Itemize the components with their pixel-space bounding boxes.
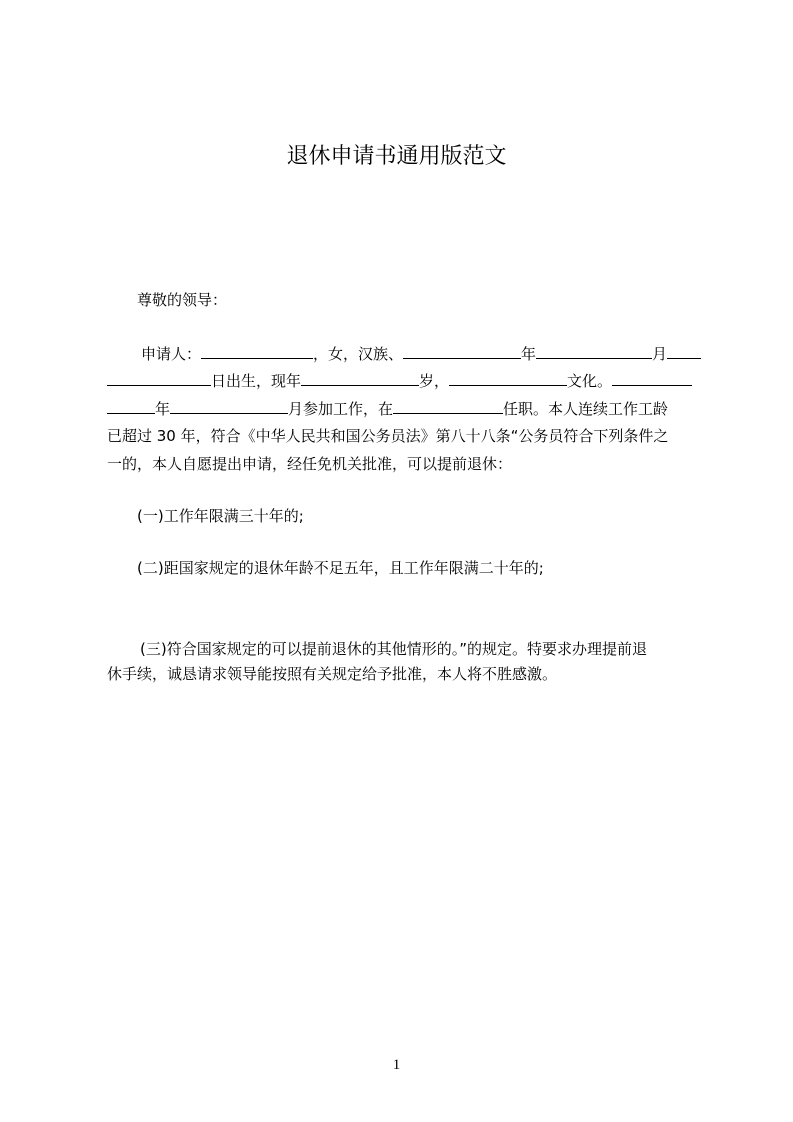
applicant-label: 申请人： bbox=[141, 345, 202, 363]
month-text: 月 bbox=[652, 345, 668, 363]
work-month-blank bbox=[170, 399, 288, 414]
document-title: 退休申请书通用版范文 bbox=[286, 144, 507, 169]
birth-age-text: 日出生，现年 bbox=[211, 372, 302, 390]
body-line-4: 已超过 30 年，符合《中华人民共和国公务员法》第八十八条“公务员符合下列条件之 bbox=[107, 427, 669, 445]
page-number: 1 bbox=[392, 1057, 401, 1073]
education-blank bbox=[449, 371, 567, 386]
work-year-blank bbox=[107, 399, 155, 414]
birth-month-blank bbox=[536, 344, 652, 359]
work-year-blank-start bbox=[612, 371, 692, 386]
condition-item-3-line-2: 休手续，诚恳请求领导能按照有关规定给予批准，本人将不胜感激。 bbox=[107, 665, 558, 683]
body-line-3 bbox=[107, 398, 698, 420]
birth-year-blank bbox=[403, 344, 521, 359]
body-line-2 bbox=[107, 370, 698, 392]
condition-item-3-line-1: (三)符合国家规定的可以提前退休的其他情形的。”的规定。特要求办理提前退 bbox=[140, 640, 647, 658]
workplace-blank bbox=[393, 399, 503, 414]
position-text: 任职。本人连续工作工龄 bbox=[503, 400, 669, 418]
year-text: 年 bbox=[521, 345, 537, 363]
condition-item-1: (一)工作年限满三十年的; bbox=[137, 507, 304, 525]
work-year-text: 年 bbox=[155, 400, 171, 418]
condition-item-2: (二)距国家规定的退休年龄不足五年，且工作年限满二十年的; bbox=[137, 559, 544, 577]
salutation: 尊敬的领导： bbox=[137, 291, 228, 309]
age-blank bbox=[301, 371, 419, 386]
age-unit-text: 岁， bbox=[419, 372, 450, 390]
body-line-5: 一的，本人自愿提出申请，经任免机关批准，可以提前退休： bbox=[107, 455, 513, 473]
name-blank bbox=[201, 344, 313, 359]
work-start-text: 月参加工作，在 bbox=[288, 400, 394, 418]
birth-day-blank bbox=[107, 371, 211, 386]
gender-ethnicity-text: ，女，汉族、 bbox=[313, 345, 404, 363]
body-line-1 bbox=[141, 343, 701, 365]
birth-day-blank-start bbox=[667, 344, 701, 359]
education-text: 文化。 bbox=[567, 372, 613, 390]
